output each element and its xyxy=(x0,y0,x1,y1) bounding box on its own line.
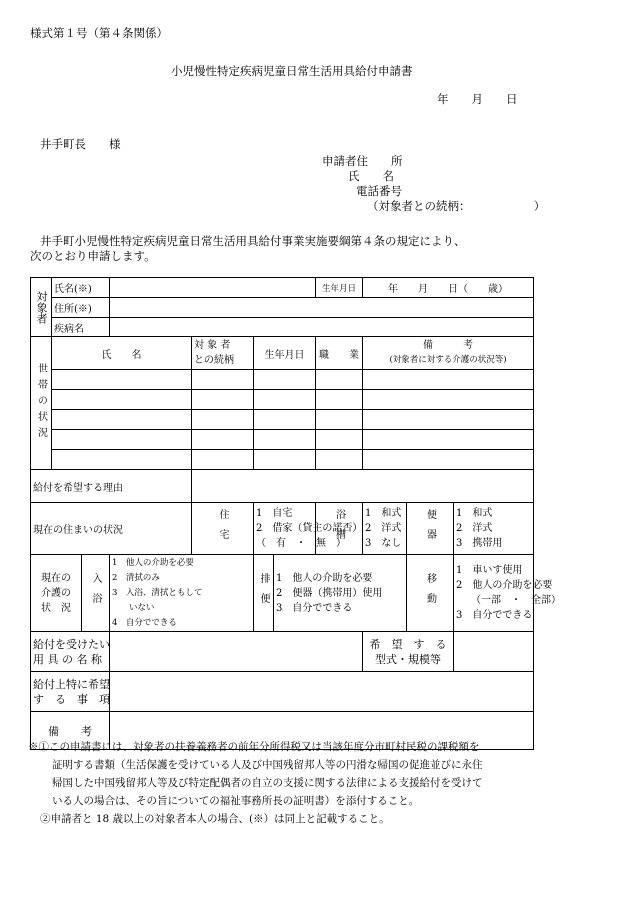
subject-name-label: 氏名(※) xyxy=(52,278,110,298)
household-relation-field[interactable] xyxy=(192,430,254,450)
household-name-field[interactable] xyxy=(52,370,192,390)
household-dob-field[interactable] xyxy=(254,450,316,470)
household-remarks-field[interactable] xyxy=(363,410,534,430)
household-dob-field[interactable] xyxy=(254,430,316,450)
household-relation-field[interactable] xyxy=(192,370,254,390)
applicant-phone-label: 電話番号 xyxy=(356,184,402,198)
subject-dob-field[interactable] xyxy=(363,278,534,298)
subject-address-label: 住所(※) xyxy=(52,298,110,318)
care-bath-label: 入浴 xyxy=(82,555,110,632)
household-row xyxy=(31,410,534,430)
item-name-label: 給付を受けたい 用 具 の 名 称 xyxy=(31,632,110,672)
date-line: 年 月 日 xyxy=(437,92,518,106)
household-header-relation: 対 象 者 との続柄 xyxy=(192,337,254,370)
household-header-job: 職 業 xyxy=(316,337,363,370)
household-name-field[interactable] xyxy=(52,410,192,430)
housing-house-label: 住宅 xyxy=(192,503,254,555)
household-dob-field[interactable] xyxy=(254,410,316,430)
household-remarks-field[interactable] xyxy=(363,430,534,450)
subject-disease-label: 疾病名 xyxy=(52,318,110,337)
care-move-options: 1 車いす使用 2 他人の介助を必要 （一部 ・ 全部） 3 自分でできる xyxy=(454,555,534,632)
household-row xyxy=(31,390,534,410)
subject-dob-label: 生年月日 xyxy=(316,278,363,298)
subject-section-label: 対象者 xyxy=(31,278,52,337)
household-header-dob: 生年月日 xyxy=(254,337,316,370)
household-header-remarks: 備 考 (対象者に対する介護の状況等) xyxy=(363,337,534,370)
model-label: 希 望 す る 型式・規模等 xyxy=(363,632,454,672)
household-remarks-field[interactable] xyxy=(363,370,534,390)
housing-bath-options: 1 和式 2 洋式 3 なし xyxy=(363,503,407,555)
special-request-label: 給付上特に希望 す る 事 項 xyxy=(31,672,110,712)
note-1-line-2: 証明する書類（生活保護を受けている人及び中国残留邦人等の円滑な帰国の促進並びに永住 xyxy=(52,759,483,771)
note-2: ②申請者と 18 歳以上の対象者本人の場合、(※）は同上と記載すること。 xyxy=(40,813,390,825)
household-name-field[interactable] xyxy=(52,450,192,470)
item-name-field[interactable] xyxy=(110,632,363,672)
household-job-field[interactable] xyxy=(316,430,363,450)
care-excretion-label: 排便 xyxy=(254,555,274,632)
subject-dob-value: 年 月 日（ 歳） xyxy=(388,284,509,295)
household-name-field[interactable] xyxy=(52,390,192,410)
household-relation-field[interactable] xyxy=(192,390,254,410)
addressee: 井手町長 様 xyxy=(40,137,121,151)
household-relation-field[interactable] xyxy=(192,450,254,470)
applicant-name-label: 氏 名 xyxy=(348,169,394,183)
household-row xyxy=(31,450,534,470)
care-excretion-options: 1 他人の介助を必要 2 便器（携帯用）使用 3 自分でできる xyxy=(274,555,407,632)
subject-name-field[interactable] xyxy=(110,278,316,298)
note-1-line-1: ※①この申請書には、対象者の扶養義務者の前年分所得税又は当該年度分市町村民税の課税額を xyxy=(28,741,480,753)
household-job-field[interactable] xyxy=(316,390,363,410)
housing-bath-label: 浴槽 xyxy=(316,503,363,555)
housing-label: 現在の住まいの状況 xyxy=(31,503,192,555)
household-dob-field[interactable] xyxy=(254,390,316,410)
household-job-field[interactable] xyxy=(316,410,363,430)
application-form-table xyxy=(30,277,561,750)
housing-toilet-label: 便器 xyxy=(407,503,454,555)
subject-disease-field[interactable] xyxy=(110,318,534,337)
household-relation-field[interactable] xyxy=(192,410,254,430)
care-move-label: 移動 xyxy=(407,555,454,632)
subject-address-field[interactable] xyxy=(110,298,534,318)
housing-toilet-options: 1 和式 2 洋式 3 携帯用 xyxy=(454,503,534,555)
applicant-address-label: 申請者住 所 xyxy=(322,154,403,168)
care-label: 現在の 介護の 状 況 xyxy=(31,555,82,632)
special-request-field[interactable] xyxy=(110,672,534,712)
remarks-label: 備 考 xyxy=(31,712,110,750)
household-dob-field[interactable] xyxy=(254,370,316,390)
household-job-field[interactable] xyxy=(316,370,363,390)
household-row xyxy=(31,370,534,390)
household-header-name: 氏 名 xyxy=(52,337,192,370)
intro-line-2: 次のとおり申請します。 xyxy=(30,249,156,263)
form-number: 様式第１号（第４条関係） xyxy=(30,26,168,40)
household-remarks-field[interactable] xyxy=(363,450,534,470)
note-1-line-3: 帰国した中国残留邦人等及び特定配偶者の自立の支援に関する法律による支援給付を受けて xyxy=(52,777,483,789)
applicant-relation-label: （対象者との続柄： ） xyxy=(367,199,546,213)
model-field[interactable] xyxy=(454,632,534,672)
housing-house-options: 1 自宅 2 借家（貸主の諾否） （ 有 ・ 無 ） xyxy=(254,503,316,555)
household-row xyxy=(31,430,534,450)
page-title: 小児慢性特定疾病児童日常生活用具給付申請書 xyxy=(171,64,413,78)
care-bath-options: 1 他人の介助を必要 2 清拭のみ 3 入浴、清拭ともして いない 4 自分でできる xyxy=(110,555,254,632)
household-job-field[interactable] xyxy=(316,450,363,470)
note-1-line-4: いる人の場合は、その旨についての福祉事務所長の証明書）を添付すること。 xyxy=(52,795,420,807)
household-section-label: 世帯の状況 xyxy=(31,337,52,470)
reason-label: 給付を希望する理由 xyxy=(31,470,192,503)
household-remarks-field[interactable] xyxy=(363,390,534,410)
reason-field[interactable] xyxy=(192,470,534,503)
intro-line-1: 井手町小児慢性特定疾病児童日常生活用具給付事業実施要綱第４条の規定により、 xyxy=(40,234,466,248)
household-name-field[interactable] xyxy=(52,430,192,450)
